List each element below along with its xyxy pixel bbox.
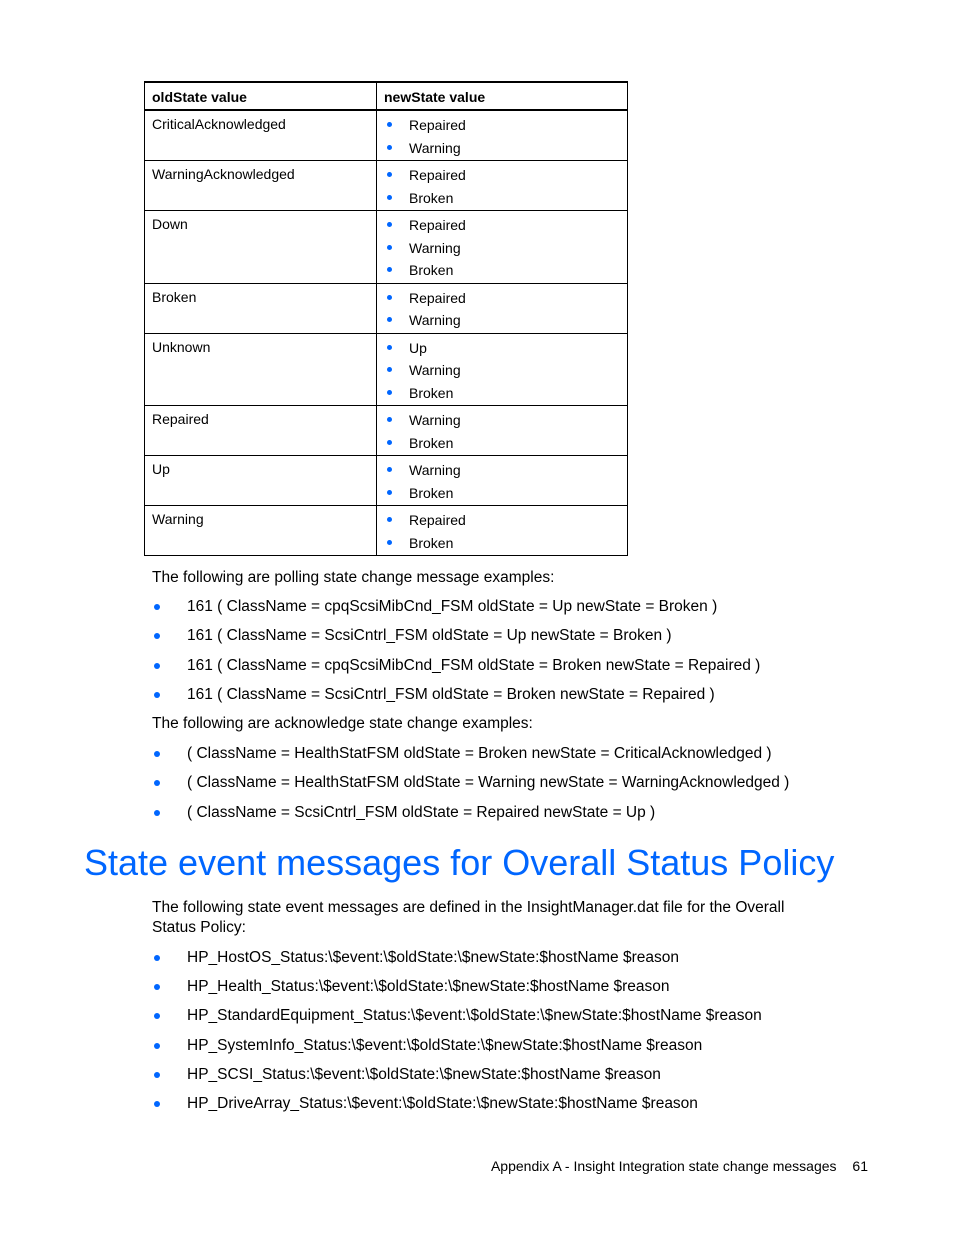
bullet-icon: [387, 490, 392, 495]
bullet-icon: [154, 692, 160, 698]
new-state-value: Repaired: [409, 217, 466, 233]
state-event-message-item: [152, 1094, 842, 1123]
table-row: [145, 110, 628, 161]
new-state-cell: [377, 110, 628, 161]
old-state-cell: Warning: [145, 506, 377, 556]
table-header-row: [145, 82, 628, 110]
table-body: [145, 110, 628, 556]
acknowledge-intro: The following are acknowledge state change examples:: [152, 715, 533, 732]
list-item-text: 161 ( ClassName = cpqScsiMibCnd_FSM oldState = Up newState = Broken ): [187, 598, 718, 615]
bullet-icon: [154, 633, 160, 639]
list-item: [385, 288, 627, 311]
new-state-cell: [377, 211, 628, 284]
bullet-icon: [154, 810, 160, 816]
bullet-icon: [387, 367, 392, 372]
state-event-message-item: [152, 1006, 842, 1035]
column-header-old-state: oldState value: [145, 82, 377, 110]
bullet-icon: [387, 390, 392, 395]
state-event-messages-list: [152, 948, 842, 1123]
bullet-icon: [387, 267, 392, 272]
polling-intro: The following are polling state change message examples:: [152, 569, 555, 586]
new-state-list: [385, 460, 627, 505]
list-item: [385, 310, 627, 333]
list-item: [385, 188, 627, 211]
bullet-icon: [387, 345, 392, 350]
list-item-text: HP_DriveArray_Status:\$event:\$oldState:\$newState:$hostName $reason: [187, 1094, 698, 1112]
new-state-value: Broken: [409, 262, 454, 278]
new-state-value: Broken: [409, 189, 454, 206]
table-row: [145, 161, 628, 211]
old-state-cell: CriticalAcknowledged: [145, 110, 377, 161]
list-item: [385, 138, 627, 161]
bullet-icon: [154, 1072, 160, 1078]
bullet-icon: [154, 751, 160, 757]
new-state-list: [385, 215, 627, 283]
old-state-cell: Unknown: [145, 333, 377, 406]
new-state-cell: [377, 406, 628, 456]
polling-example-item: [152, 656, 842, 685]
new-state-value: Warning: [409, 462, 461, 478]
list-item: [385, 115, 627, 138]
bullet-icon: [387, 417, 392, 422]
bullet-icon: [387, 245, 392, 250]
bullet-icon: [387, 145, 392, 150]
new-state-value: Repaired: [409, 512, 466, 528]
new-state-value: Broken: [409, 384, 454, 401]
new-state-list: [385, 288, 627, 333]
new-state-value: Warning: [409, 362, 461, 378]
table-row: [145, 333, 628, 406]
list-item: [385, 238, 627, 261]
footer-text: Appendix A - Insight Integration state change messages: [490, 1158, 837, 1174]
list-item: [385, 338, 627, 361]
list-item-text: 161 ( ClassName = cpqScsiMibCnd_FSM oldState = Broken newState = Repaired ): [187, 656, 761, 674]
new-state-value: Repaired: [409, 289, 466, 306]
list-item-text: ( ClassName = HealthStatFSM oldState = Broken newState = CriticalAcknowledged ): [187, 745, 772, 762]
list-item-text: 161 ( ClassName = ScsiCntrl_FSM oldState = Up newState = Broken ): [187, 627, 672, 645]
polling-examples-list: [152, 597, 842, 714]
bullet-icon: [387, 517, 392, 522]
section-intro: The following state event messages are defined in the InsightManager.dat file for the Overall Status Policy:: [152, 899, 785, 936]
state-event-message-item: [152, 1065, 842, 1094]
new-state-cell: [377, 456, 628, 506]
page-number: 61: [852, 1158, 868, 1174]
page-footer: [491, 1158, 868, 1174]
acknowledge-example-item: [152, 744, 842, 773]
column-header-new-state: newState value: [377, 82, 628, 110]
bullet-icon: [387, 222, 392, 227]
old-state-cell: Down: [145, 211, 377, 284]
table-row: [145, 406, 628, 456]
list-item-text: ( ClassName = HealthStatFSM oldState = Warning newState = WarningAcknowledged ): [187, 774, 790, 792]
list-item-text: HP_HostOS_Status:\$event:\$oldState:\$newState:$hostName $reason: [187, 949, 679, 966]
acknowledge-example-item: [152, 773, 842, 802]
bullet-icon: [387, 295, 392, 300]
list-item: [385, 410, 627, 433]
bullet-icon: [387, 440, 392, 445]
bullet-icon: [154, 984, 160, 990]
bullet-icon: [154, 1101, 160, 1107]
new-state-list: [385, 338, 627, 406]
new-state-list: [385, 510, 627, 555]
list-item: [385, 165, 627, 188]
list-item-text: HP_StandardEquipment_Status:\$event:\$oldState:\$newState:$hostName $reason: [187, 1007, 762, 1025]
old-state-cell: WarningAcknowledged: [145, 161, 377, 211]
bullet-icon: [154, 1013, 160, 1019]
bullet-icon: [154, 663, 160, 669]
acknowledge-examples-list: [152, 744, 842, 832]
acknowledge-example-item: [152, 803, 842, 832]
bullet-icon: [387, 172, 392, 177]
polling-example-item: [152, 597, 842, 626]
table-row: [145, 456, 628, 506]
list-item-text: HP_SystemInfo_Status:\$event:\$oldState:\$newState:$hostName $reason: [187, 1036, 703, 1054]
list-item: [385, 510, 627, 533]
new-state-list: [385, 410, 627, 455]
new-state-value: Repaired: [409, 117, 466, 133]
bullet-icon: [154, 780, 160, 786]
state-event-message-item: [152, 977, 842, 1006]
bullet-icon: [387, 467, 392, 472]
old-state-cell: Broken: [145, 283, 377, 333]
polling-example-item: [152, 626, 842, 655]
bullet-icon: [387, 195, 392, 200]
table-row: [145, 506, 628, 556]
new-state-cell: [377, 333, 628, 406]
new-state-value: Broken: [409, 534, 454, 551]
list-item-text: ( ClassName = ScsiCntrl_FSM oldState = Repaired newState = Up ): [187, 803, 656, 821]
bullet-icon: [387, 122, 392, 127]
list-item: [385, 260, 627, 283]
list-item: [385, 460, 627, 483]
list-item: [385, 360, 627, 383]
new-state-cell: [377, 161, 628, 211]
new-state-value: Broken: [409, 484, 454, 501]
new-state-list: [385, 115, 627, 160]
section-heading: State event messages for Overall Status Policy: [84, 842, 835, 883]
bullet-icon: [387, 317, 392, 322]
table-row: [145, 283, 628, 333]
new-state-cell: [377, 506, 628, 556]
list-item: [385, 215, 627, 238]
state-table: [144, 81, 628, 556]
bullet-icon: [154, 1043, 160, 1049]
new-state-value: Broken: [409, 434, 454, 451]
bullet-icon: [154, 604, 160, 610]
new-state-value: Warning: [409, 412, 461, 428]
polling-example-item: [152, 685, 842, 714]
new-state-value: Repaired: [409, 167, 466, 183]
state-event-message-item: [152, 1036, 842, 1065]
list-item: [385, 533, 627, 556]
table-row: [145, 211, 628, 284]
new-state-value: Warning: [409, 139, 461, 156]
bullet-icon: [387, 540, 392, 545]
old-state-cell: Repaired: [145, 406, 377, 456]
old-state-cell: Up: [145, 456, 377, 506]
new-state-value: Warning: [409, 312, 461, 328]
list-item: [385, 483, 627, 506]
new-state-cell: [377, 283, 628, 333]
new-state-value: Warning: [409, 239, 461, 256]
new-state-value: Up: [409, 339, 427, 356]
list-item-text: HP_Health_Status:\$event:\$oldState:\$newState:$hostName $reason: [187, 978, 670, 996]
list-item: [385, 433, 627, 456]
bullet-icon: [154, 955, 160, 961]
list-item-text: HP_SCSI_Status:\$event:\$oldState:\$newState:$hostName $reason: [187, 1065, 661, 1083]
state-event-message-item: [152, 948, 842, 977]
new-state-list: [385, 165, 627, 210]
list-item-text: 161 ( ClassName = ScsiCntrl_FSM oldState = Broken newState = Repaired ): [187, 685, 715, 703]
list-item: [385, 383, 627, 406]
